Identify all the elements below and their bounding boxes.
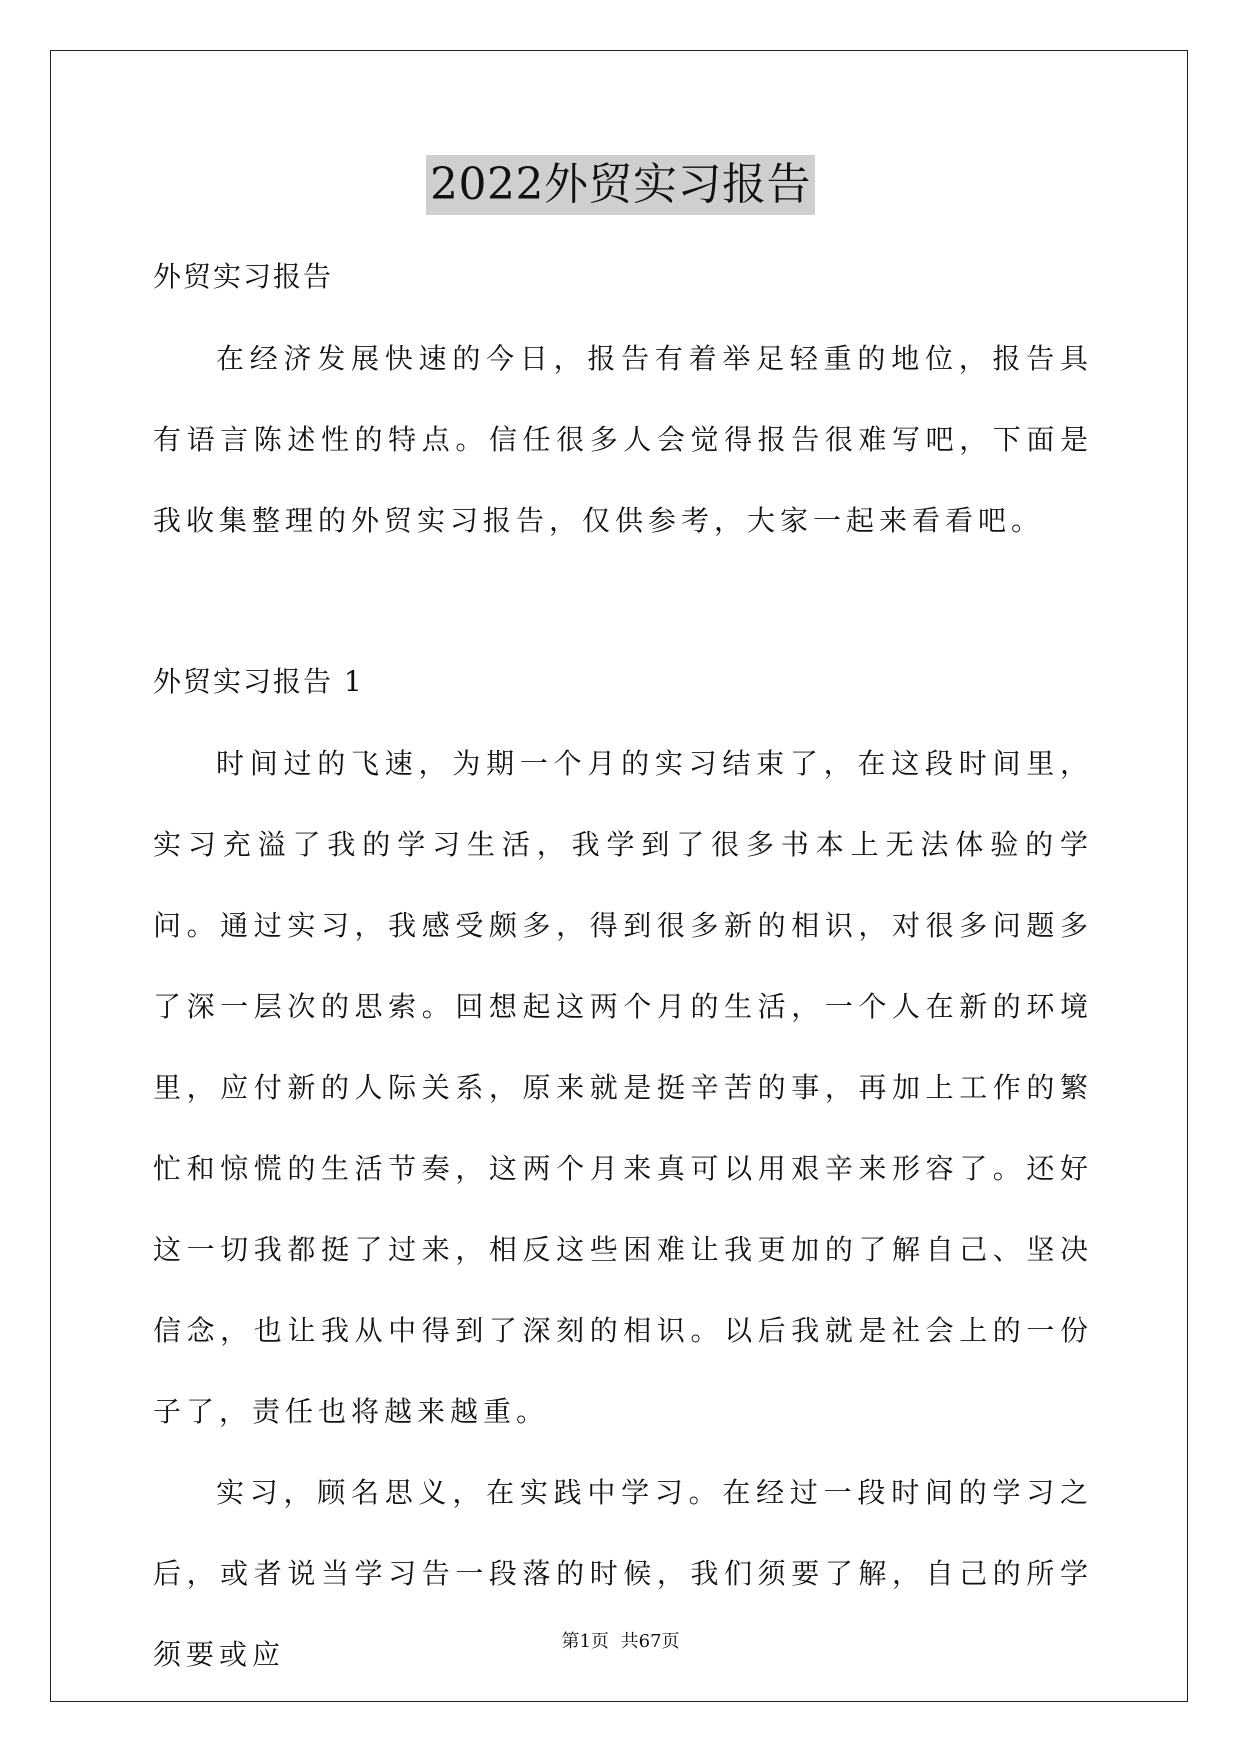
page-number: 第1页 (561, 1631, 609, 1652)
document-body (153, 236, 1093, 1695)
section1-paragraph-2: 实习，顾名思义，在实践中学习。在经过一段时间的学习之后，或者说当学习告一段落的时候，我们须要了解，自己的所学须要或应 (153, 1476, 1093, 1671)
intro-paragraph: 在经济发展快速的今日，报告有着举足轻重的地位，报告具有语言陈述性的特点。信任很多人会觉得报告很难写吧，下面是我收集整理的外贸实习报告，仅供参考，大家一起来看看吧。 (153, 342, 1093, 537)
title-container (0, 155, 1241, 215)
section1-heading: 外贸实习报告 1 (153, 665, 364, 698)
intro-heading: 外贸实习报告 (153, 260, 334, 293)
page-total: 共67页 (620, 1631, 680, 1652)
page-footer (0, 1630, 1241, 1654)
section-spacer (153, 561, 1093, 641)
section1-paragraph-1: 时间过的飞速，为期一个月的实习结束了，在这段时间里，实习充溢了我的学习生活，我学到了很多书本上无法体验的学问。通过实习，我感受颇多，得到很多新的相识，对很多问题多了深一层次的思索。回想起这两个月的生活，一个人在新的环境里，应付新的人际关系，原来就是挺辛苦的事，再加上工作的繁忙和惊慌的生活节奏，这两个月来真可以用艰辛来形容了。还好这一切我都挺了过来，相反这些困难让我更加的了解自己、坚决信念，也让我从中得到了深刻的相识。以后我就是社会上的一份子了，责任也将越来越重。 (153, 747, 1093, 1428)
document-title: 2022外贸实习报告 (426, 155, 815, 215)
